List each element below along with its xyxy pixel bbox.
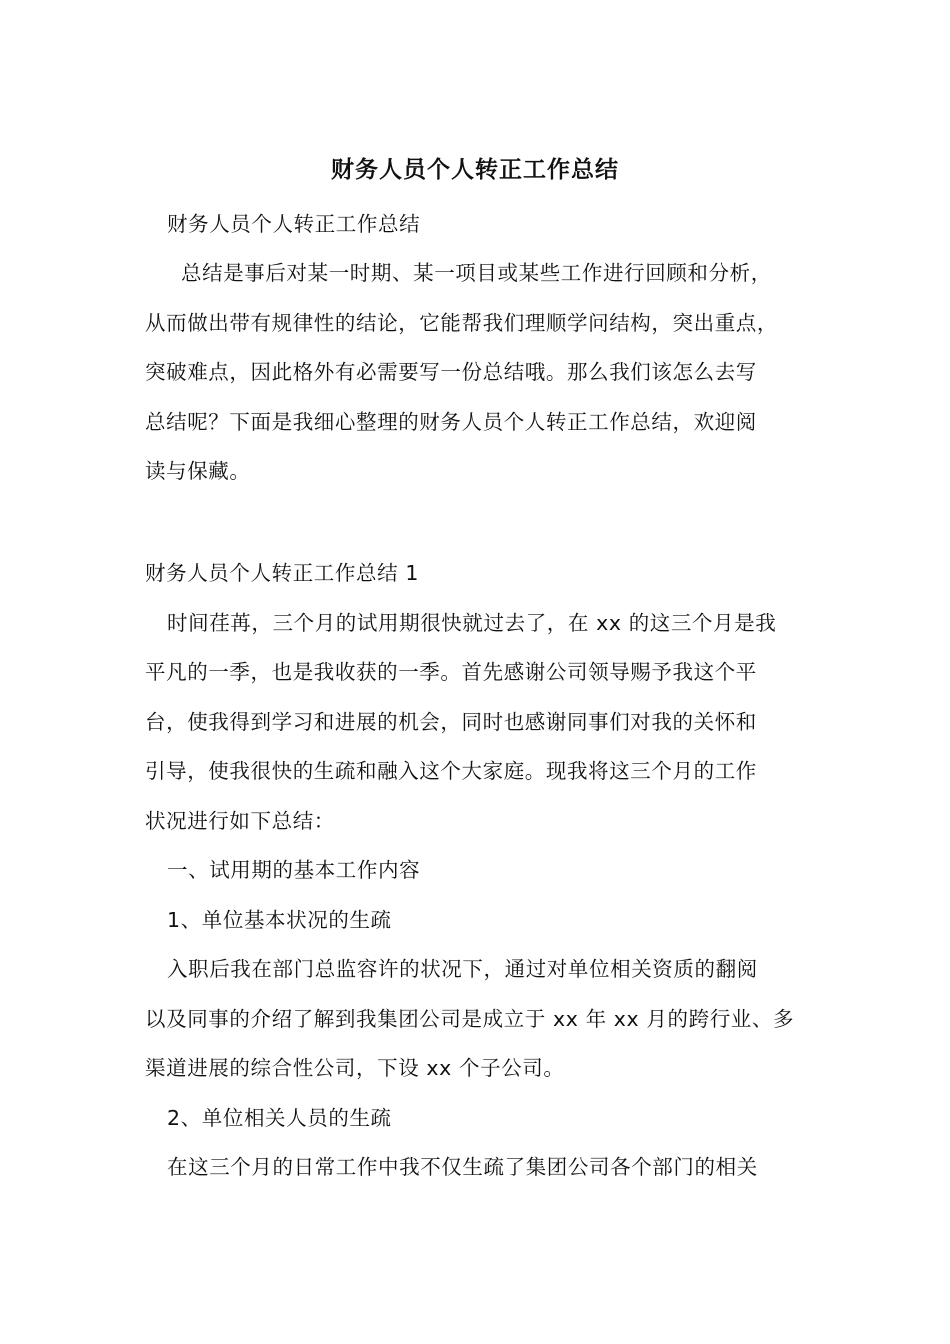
body-line: 引导，使我很快的生疏和融入这个大家庭。现我将这三个月的工作 xyxy=(145,759,757,783)
intro-line: 总结是事后对某一时期、某一项目或某些工作进行回顾和分析， xyxy=(181,261,772,285)
heading-1: 一、试用期的基本工作内容 xyxy=(167,858,421,882)
subheading-1: 1、单位基本状况的生疏 xyxy=(167,907,392,932)
body-line: 以及同事的介绍了解到我集团公司是成立于 xx 年 xx 月的跨行业、多 xyxy=(145,1006,795,1031)
body-line: 时间荏苒，三个月的试用期很快就过去了，在 xx 的这三个月是我 xyxy=(167,610,777,635)
intro-line: 突破难点，因此格外有必需要写一份总结哦。那么我们该怎么去写 xyxy=(145,360,757,384)
section-block xyxy=(145,549,813,1193)
intro-line: 读与保藏。 xyxy=(145,459,251,483)
body-line: 渠道进展的综合性公司，下设 xx 个子公司。 xyxy=(145,1056,565,1080)
intro-line: 从而做出带有规律性的结论，它能帮我们理顺学问结构，突出重点， xyxy=(145,310,778,335)
subheading-2: 2、单位相关人员的生疏 xyxy=(167,1105,392,1130)
intro-line: 总结呢？下面是我细心整理的财务人员个人转正工作总结，欢迎阅 xyxy=(145,409,757,434)
body-line: 入职后我在部门总监容许的状况下，通过对单位相关资质的翻阅 xyxy=(167,957,758,981)
body-line: 在这三个月的日常工作中我不仅生疏了集团公司各个部门的相关 xyxy=(167,1155,758,1179)
document-subtitle: 财务人员个人转正工作总结 xyxy=(167,212,421,236)
body-line: 状况进行如下总结： xyxy=(145,808,335,833)
intro-paragraph xyxy=(145,249,813,497)
section-heading: 财务人员个人转正工作总结 1 xyxy=(145,561,419,585)
body-line: 平凡的一季，也是我收获的一季。首先感谢公司领导赐予我这个平 xyxy=(145,660,757,684)
document-subtitle-block xyxy=(145,200,813,250)
document-title: 财务人员个人转正工作总结 xyxy=(331,157,619,183)
body-line: 台，使我得到学习和进展的机会，同时也感谢同事们对我的关怀和 xyxy=(145,709,757,734)
